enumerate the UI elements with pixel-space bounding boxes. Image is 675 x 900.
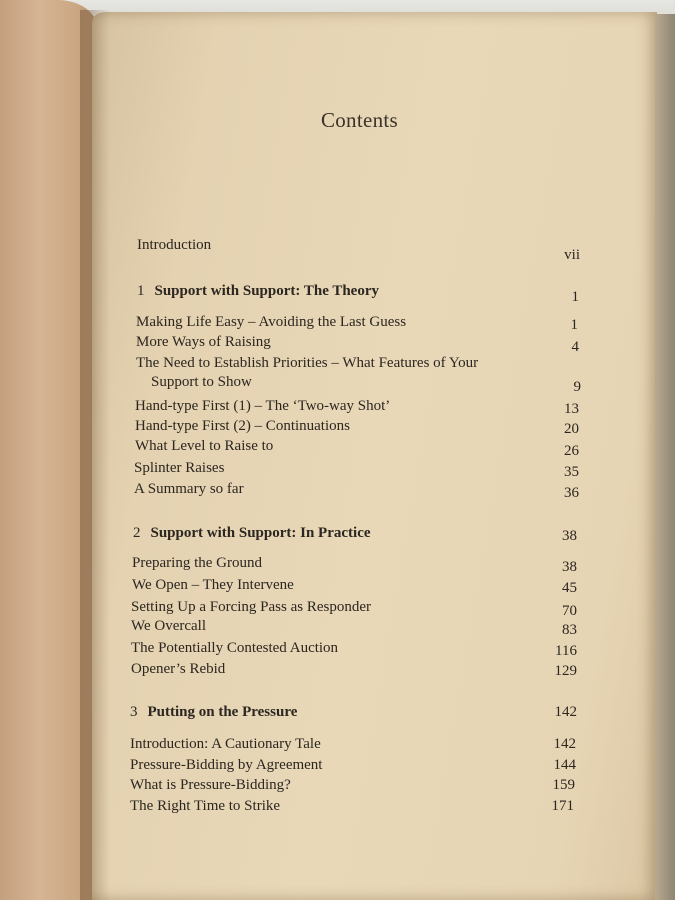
toc-entry-title: Support to Show — [151, 374, 252, 390]
chapter-title: Support with Support: The Theory — [154, 283, 380, 299]
chapter-heading — [137, 282, 379, 300]
toc-entry — [134, 480, 579, 501]
toc-entry-title: The Need to Establish Priorities – What Features of Your — [136, 355, 479, 371]
toc-entry — [132, 554, 577, 575]
toc-entry-title: The Potentially Contested Auction — [131, 640, 339, 656]
toc-entry-title: What Level to Raise to — [135, 438, 274, 454]
toc-entry — [131, 617, 577, 638]
toc-entry-page: 144 — [553, 757, 576, 773]
chapter-number: 1 — [137, 283, 145, 299]
contents-heading: Contents — [320, 108, 399, 132]
toc-chapter-1 — [137, 282, 579, 305]
toc-entry-title: Making Life Easy – Avoiding the Last Guess — [136, 314, 407, 330]
book-gutter-shadow — [80, 10, 110, 900]
chapter-page: 38 — [562, 528, 577, 544]
chapter-page: 142 — [554, 704, 577, 720]
chapter-number: 3 — [130, 704, 138, 720]
toc-entry-page: 142 — [553, 736, 576, 752]
toc-entry — [135, 397, 579, 415]
page-right-edge — [655, 14, 675, 900]
chapter-title: Putting on the Pressure — [147, 704, 298, 720]
toc-entry-title: A Summary so far — [134, 481, 244, 497]
toc-entry-page: 26 — [564, 443, 579, 459]
toc-introduction — [137, 236, 580, 263]
chapter-heading — [133, 524, 371, 542]
toc-entry-title: Introduction — [137, 237, 212, 253]
toc-entry — [130, 735, 576, 753]
toc-entry-page: 159 — [552, 777, 575, 793]
toc-entry — [135, 437, 579, 459]
toc-entry — [130, 756, 576, 774]
toc-entry-page: 13 — [564, 401, 579, 417]
toc-entry-title: Setting Up a Forcing Pass as Responder — [131, 599, 371, 615]
toc-entry — [136, 333, 579, 355]
toc-entry-page: 9 — [573, 379, 581, 395]
toc-entry — [136, 313, 578, 331]
toc-entry-title: More Ways of Raising — [136, 334, 271, 350]
toc-entry — [134, 459, 579, 480]
toc-chapter-2 — [133, 524, 577, 542]
chapter-heading — [130, 703, 297, 721]
toc-entry-title: Preparing the Ground — [132, 555, 262, 571]
toc-entry-page: 1 — [570, 317, 578, 333]
toc-entry-title: We Open – They Intervene — [132, 577, 294, 593]
toc-entry-page: 45 — [562, 580, 577, 596]
toc-chapter-3 — [130, 703, 577, 721]
toc-entry-title: Opener’s Rebid — [131, 661, 226, 677]
chapter-page: 1 — [571, 289, 579, 305]
toc-entry-page: 116 — [555, 643, 577, 659]
toc-entry — [130, 797, 574, 815]
toc-entry — [151, 373, 581, 395]
toc-entry-title: We Overcall — [131, 618, 206, 634]
toc-entry-title: Splinter Raises — [134, 460, 225, 476]
toc-entry-page: 36 — [564, 485, 579, 501]
chapter-title: Support with Support: In Practice — [150, 525, 371, 541]
toc-entry-title: Hand-type First (2) – Continuations — [135, 418, 350, 434]
toc-entry — [136, 354, 579, 372]
toc-entry-page: 4 — [571, 339, 579, 355]
toc-entry-page: 70 — [562, 603, 577, 619]
toc-entry — [130, 776, 575, 794]
toc-entry-page: 129 — [554, 663, 577, 679]
toc-entry-page: vii — [564, 247, 580, 263]
toc-entry-title: The Right Time to Strike — [130, 798, 281, 814]
toc-entry — [131, 660, 577, 678]
toc-entry — [132, 576, 577, 594]
toc-entry — [131, 639, 577, 657]
toc-entry-page: 35 — [564, 464, 579, 480]
toc-entry-page: 20 — [564, 421, 579, 437]
toc-entry-title: Introduction: A Cautionary Tale — [130, 736, 321, 752]
toc-entry-page: 38 — [562, 559, 577, 575]
toc-entry — [131, 598, 577, 619]
toc-entry-title: What is Pressure-Bidding? — [130, 777, 291, 793]
toc-entry-page: 171 — [551, 798, 574, 814]
toc-entry-title: Pressure-Bidding by Agreement — [130, 757, 323, 773]
toc-entry-title: Hand-type First (1) – The ‘Two-way Shot’ — [135, 398, 391, 414]
toc-entry — [135, 417, 579, 435]
chapter-number: 2 — [133, 525, 141, 541]
toc-entry-page: 83 — [562, 622, 577, 638]
